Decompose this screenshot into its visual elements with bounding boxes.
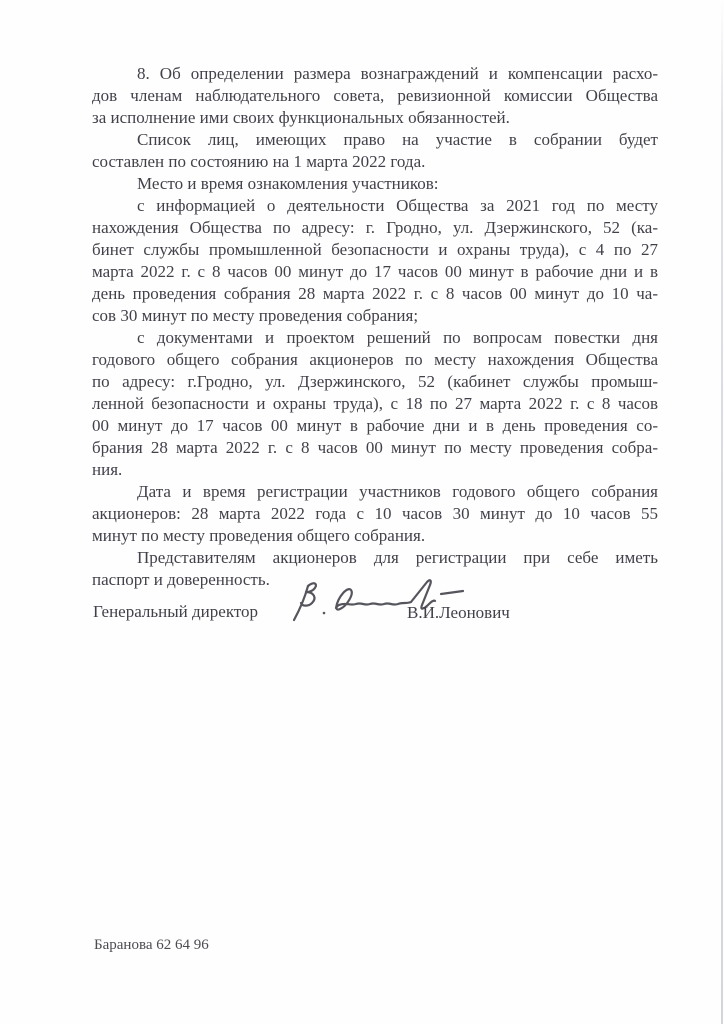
paragraph xyxy=(92,63,658,129)
document-line: Список лиц, имеющих право на участие в собрании будет xyxy=(137,130,658,149)
document-line: 00 минут до 17 часов 00 минут в рабочие дни и в день проведения со- xyxy=(92,416,658,435)
document-line: Представителям акционеров для регистрации при себе иметь xyxy=(137,548,658,567)
footer-contact-note: Баранова 62 64 96 xyxy=(94,937,209,953)
document-line: составлен по состоянию на 1 марта 2022 года. xyxy=(92,152,426,171)
paragraph xyxy=(92,327,658,481)
document-line: дов членам наблюдательного совета, ревизионной комиссии Общества xyxy=(92,86,658,105)
document-line: акционеров: 28 марта 2022 года с 10 часов 30 минут до 10 часов 55 xyxy=(92,504,658,523)
scan-edge-artifact xyxy=(721,0,723,1024)
document-line: ленной безопасности и охраны труда), с 18 по 27 марта 2022 г. с 8 часов xyxy=(92,394,658,413)
document-line: день проведения собрания 28 марта 2022 г. с 8 часов 00 минут до 10 ча- xyxy=(92,284,658,303)
document-line: бинет службы промышленной безопасности и охраны труда), с 4 по 27 xyxy=(92,240,658,259)
document-line: ния. xyxy=(92,460,123,479)
document-line: минут по месту проведения общего собрания. xyxy=(92,526,426,545)
document-line: 8. Об определении размера вознаграждений и компенсации расхо- xyxy=(137,64,658,83)
document-line: с информацией о деятельности Общества за 2021 год по месту xyxy=(137,196,658,215)
paragraph xyxy=(92,173,658,195)
document-line: паспорт и доверенность. xyxy=(92,570,270,589)
document-line: брания 28 марта 2022 г. с 8 часов 00 минут по месту проведения собра- xyxy=(92,438,658,457)
document-body xyxy=(92,63,658,591)
document-line: Место и время ознакомления участников: xyxy=(137,174,439,193)
document-line: марта 2022 г. с 8 часов 00 минут до 17 часов 00 минут в рабочие дни и в xyxy=(92,262,658,281)
signature-role-label: Генеральный директор xyxy=(93,602,259,621)
document-line: сов 30 минут по месту проведения собрания; xyxy=(92,306,419,325)
paragraph xyxy=(92,195,658,327)
paragraph xyxy=(92,481,658,547)
document-line: Дата и время регистрации участников годового общего собрания xyxy=(137,482,658,501)
document-line: годового общего собрания акционеров по месту нахождения Общества xyxy=(92,350,658,369)
document-line: нахождения Общества по адресу: г. Гродно, ул. Дзержинского, 52 (ка- xyxy=(92,218,658,237)
paragraph xyxy=(92,129,658,173)
document-line: за исполнение ими своих функциональных обязанностей. xyxy=(92,108,510,127)
document-line: по адресу: г.Гродно, ул. Дзержинского, 52 (кабинет службы промыш- xyxy=(92,372,658,391)
document-line: с документами и проектом решений по вопросам повестки дня xyxy=(137,328,658,347)
signatory-name: В.И.Леонович xyxy=(407,603,510,622)
